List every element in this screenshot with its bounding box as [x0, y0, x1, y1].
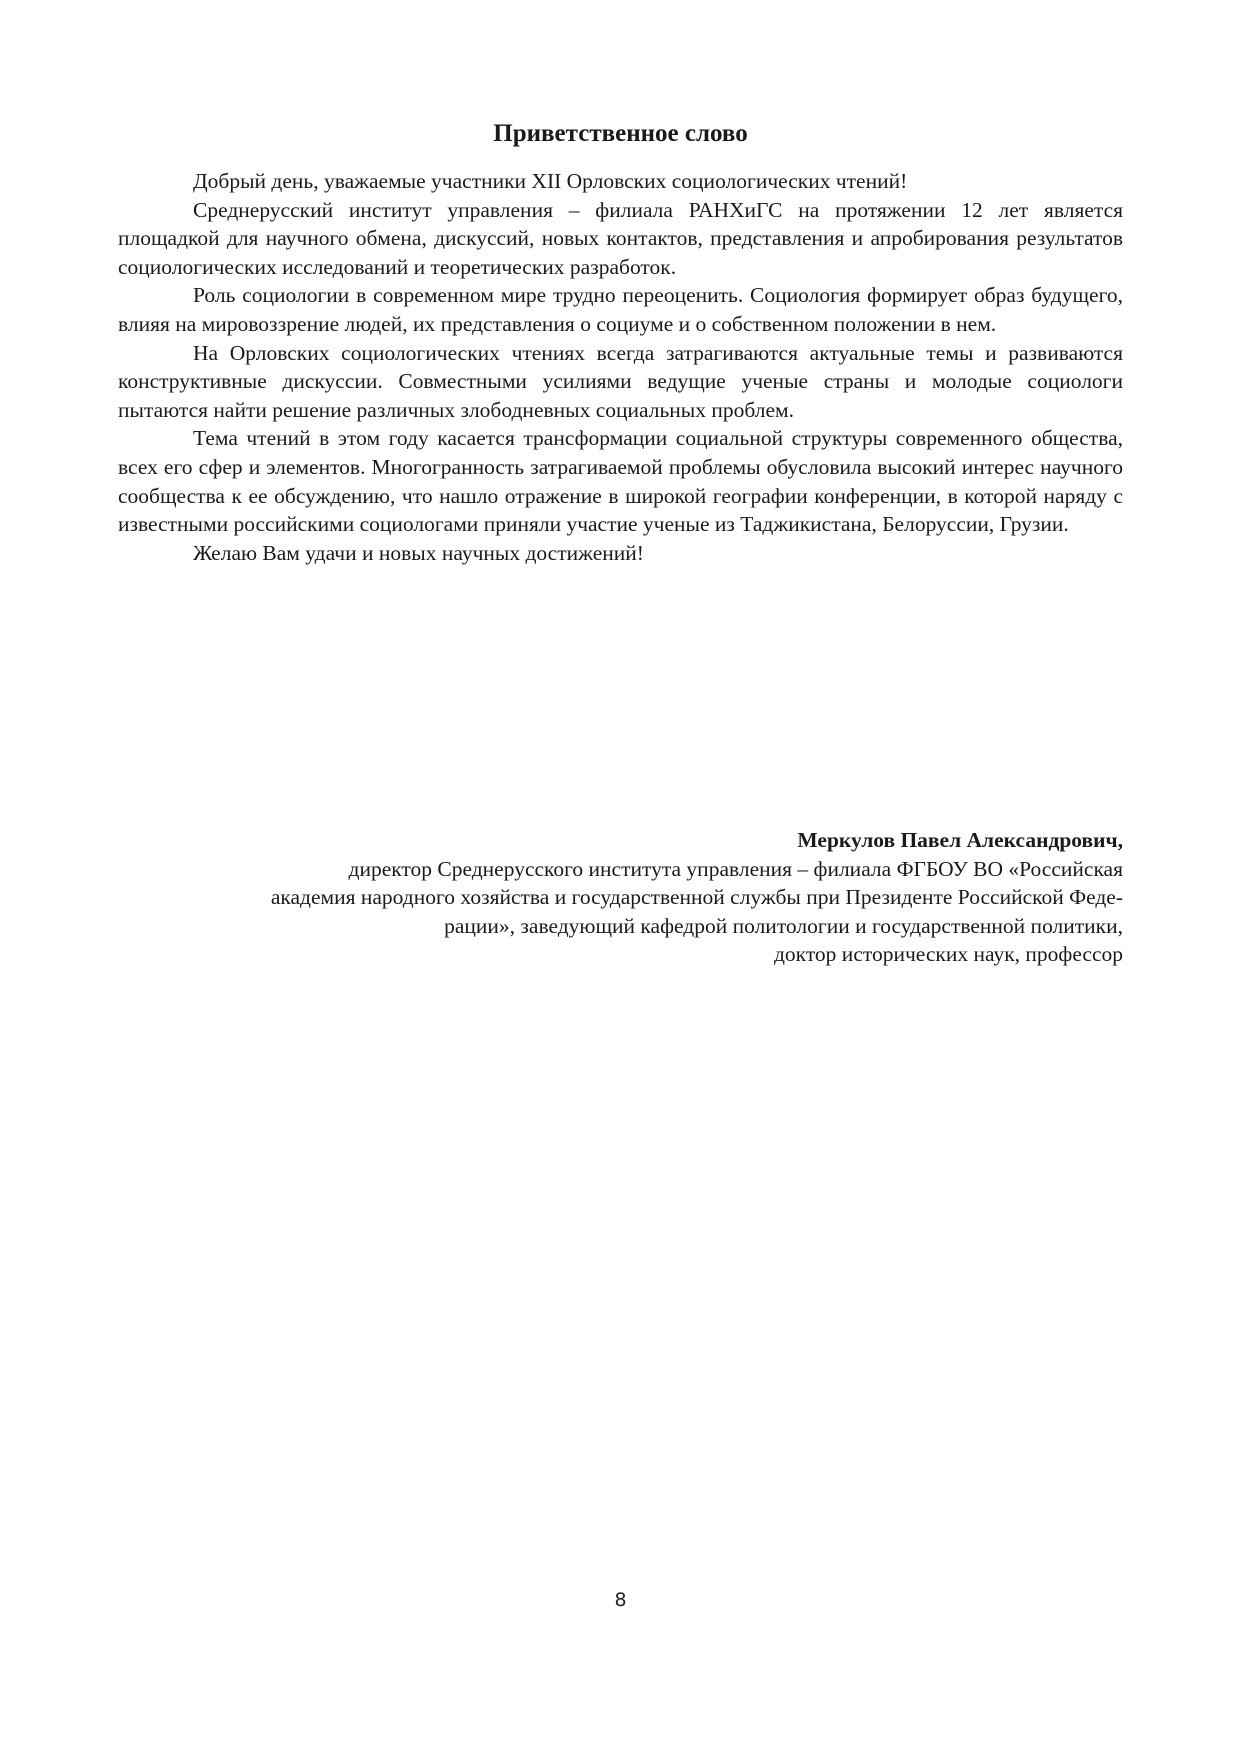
- welcome-text: [118, 167, 1123, 567]
- page-number: 8: [614, 1589, 627, 1611]
- page-title: Приветственное слово: [493, 120, 748, 147]
- paragraph: Добрый день, уважаемые участники XII Орловских социологических чтений!: [193, 169, 908, 193]
- paragraph: Тема чтений в этом году касается трансформации социальной структуры современного общества, всех его сфер и элементов. Многогранность затрагиваемой проблемы обусловила высокий интерес научного сообщества к ее обсуждению, что нашло отражение в широкой географии конференции, в которой наряду с известными российскими социологами приняли участие ученые из Таджикистана, Белоруссии, Грузии.: [118, 426, 1123, 537]
- signature-line: рации», заведующий кафедрой политологии и государственной политики,: [444, 913, 1123, 938]
- signature-line: директор Среднерусского института управления – филиала ФГБОУ ВО «Российская: [348, 856, 1123, 881]
- paragraph: Желаю Вам удачи и новых научных достижений!: [193, 540, 644, 565]
- signature-name: Меркулов Павел Александрович,: [797, 828, 1123, 852]
- signature-block: [118, 826, 1123, 969]
- signature-line: академия народного хозяйства и государственной службы при Президенте Российской Феде-: [270, 885, 1123, 910]
- signature-line: доктор исторических наук, профессор: [773, 942, 1123, 967]
- paragraph: Роль социологии в современном мире трудно переоценить. Социология формирует образ будущего, влияя на мировоззрение людей, их представления о социуме и о собственном положении в нем.: [118, 283, 1123, 336]
- paragraph: На Орловских социологических чтениях всегда затрагиваются актуальные темы и развиваются конструктивные дискуссии. Совместными усилиями ведущие ученые страны и молодые социологи пытаются найти решение различных злободневных социальных проблем.: [118, 340, 1123, 422]
- paragraph: Среднерусский институт управления – филиала РАНХиГС на протяжении 12 лет является площадкой для научного обмена, дискуссий, новых контактов, представления и апробирования результатов социологических исследований и теоретических разработок.: [118, 197, 1123, 279]
